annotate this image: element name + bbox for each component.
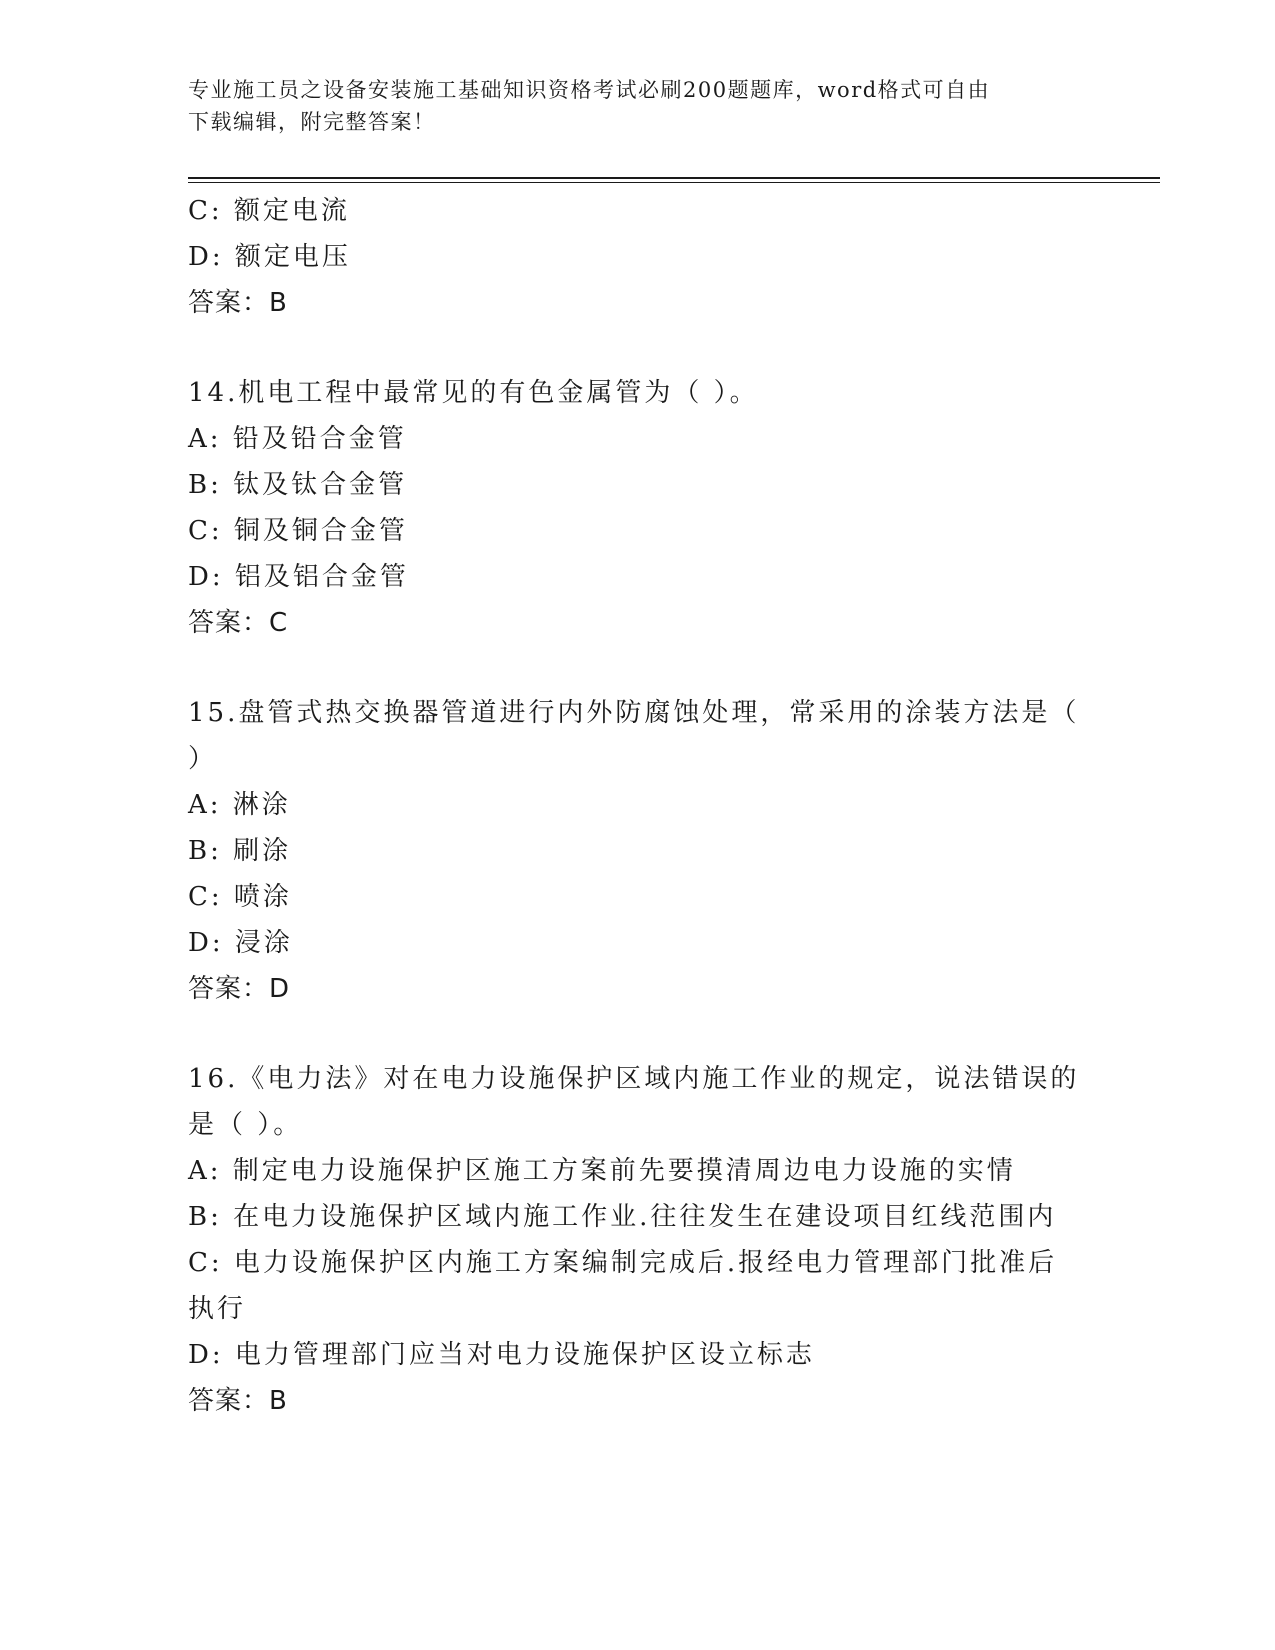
option-c: C: 喷涂 (188, 882, 292, 912)
answer-text: 答案：B (188, 1386, 288, 1416)
option-b: B: 钛及钛合金管 (188, 470, 408, 500)
question-15-line-1: 15.盘管式热交换器管道进行内外防腐蚀处理，常采用的涂装方法是（ (188, 698, 1080, 728)
option-d: D: 额定电压 (188, 242, 351, 272)
spacer (188, 1012, 1088, 1056)
option-c-continuation: 执行 (188, 1294, 247, 1324)
question-14: 14.机电工程中最常见的有色金属管为（ ）。 (188, 378, 759, 408)
spacer (188, 326, 1088, 370)
question-content (188, 188, 1088, 1424)
header-divider-thick (188, 177, 1160, 179)
question-16-line-2: 是（ ）。 (188, 1110, 303, 1140)
header-line-2: 下载编辑，附完整答案！ (188, 110, 436, 134)
question-16-line-1: 16.《电力法》对在电力设施保护区域内施工作业的规定，说法错误的 (188, 1064, 1080, 1094)
option-c: C: 额定电流 (188, 196, 350, 226)
option-d: D: 铝及铝合金管 (188, 562, 409, 592)
option-a: A: 铅及铅合金管 (188, 424, 407, 454)
answer-text: 答案：C (188, 608, 289, 638)
option-a: A: 制定电力设施保护区施工方案前先要摸清周边电力设施的实情 (188, 1156, 1016, 1186)
option-c: C: 铜及铜合金管 (188, 516, 408, 546)
option-a: A: 淋涂 (188, 790, 291, 820)
answer-text: 答案：D (188, 974, 291, 1004)
document-header (188, 74, 1088, 138)
option-c: C: 电力设施保护区内施工方案编制完成后.报经电力管理部门批准后 (188, 1248, 1058, 1278)
answer-text: 答案：B (188, 288, 288, 318)
header-line-1: 专业施工员之设备安装施工基础知识资格考试必刷200题题库，word格式可自由 (188, 78, 991, 102)
option-b: B: 刷涂 (188, 836, 292, 866)
spacer (188, 646, 1088, 690)
option-b: B: 在电力设施保护区域内施工作业.往往发生在建设项目红线范围内 (188, 1202, 1057, 1232)
option-d: D: 电力管理部门应当对电力设施保护区设立标志 (188, 1340, 815, 1370)
header-divider-thin (188, 182, 1160, 183)
option-d: D: 浸涂 (188, 928, 293, 958)
question-15-line-2: ） (188, 744, 218, 774)
